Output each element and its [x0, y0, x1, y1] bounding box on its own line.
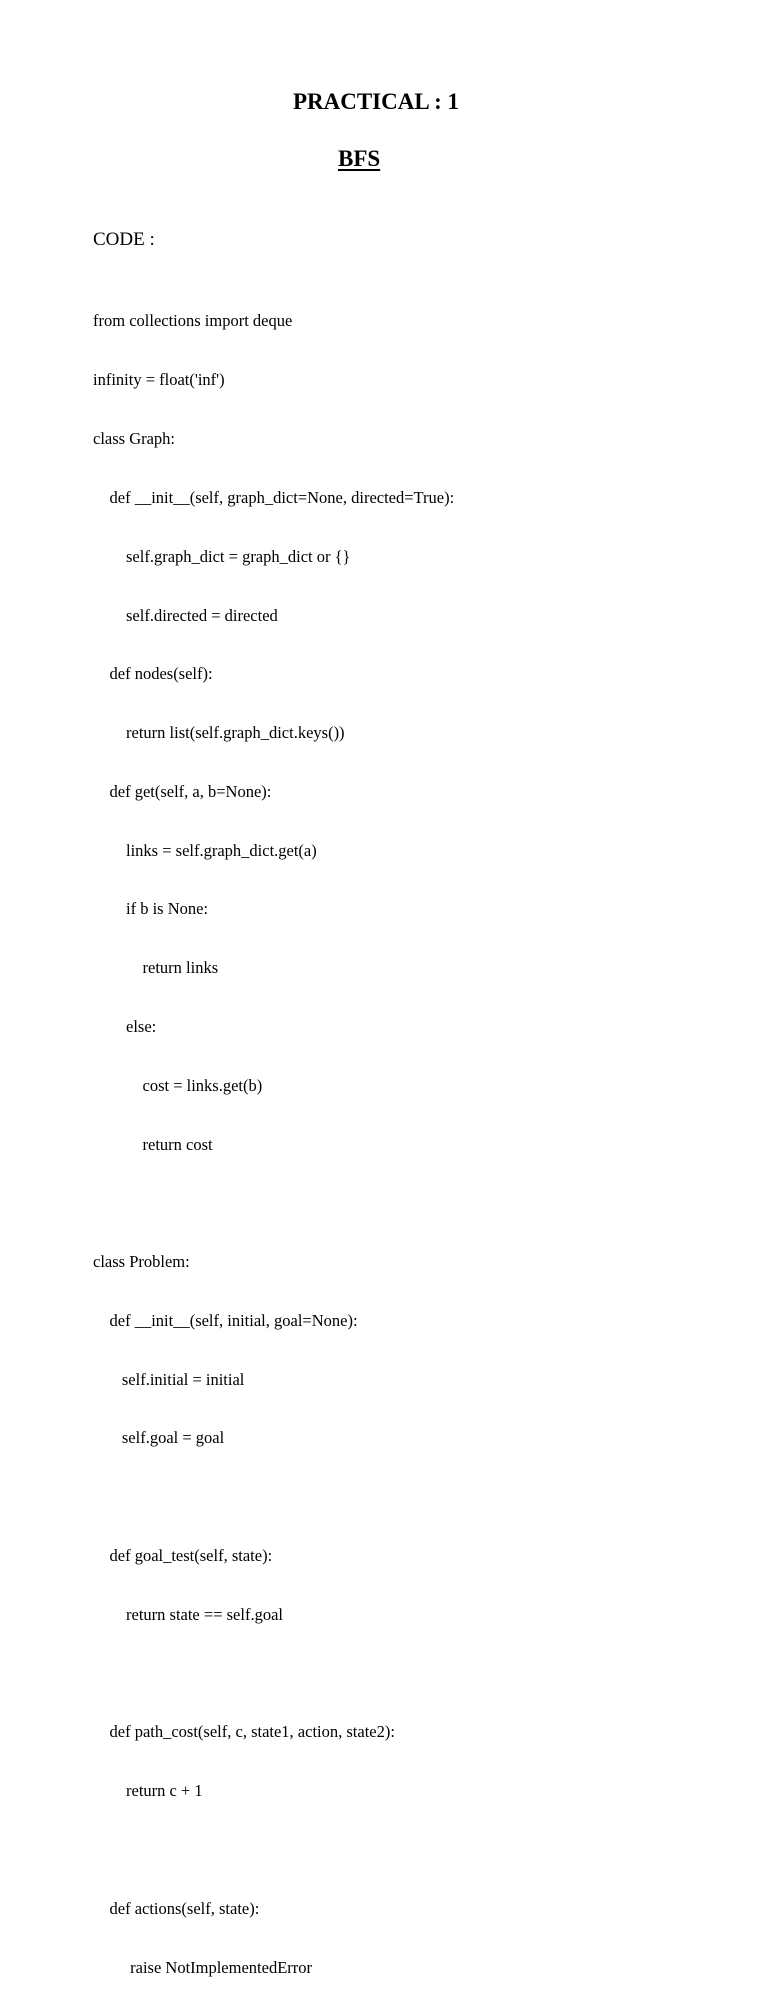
code-line: self.directed = directed: [93, 605, 278, 625]
code-line: return cost: [93, 1134, 213, 1154]
code-line: if b is None:: [93, 899, 209, 919]
code-line: self.initial = initial: [93, 1369, 245, 1389]
code-line: def __init__(self, initial, goal=None):: [93, 1310, 358, 1330]
code-line: cost = links.get(b): [93, 1075, 263, 1095]
code-line: raise NotImplementedError: [93, 1957, 313, 1977]
page-title: PRACTICAL : 1: [292, 89, 460, 114]
code-line: return list(self.graph_dict.keys()): [93, 723, 345, 743]
code-line: [93, 1193, 454, 1213]
code-block-classes: [93, 390, 454, 2016]
code-line: [93, 1840, 454, 1860]
code-line: def get(self, a, b=None):: [93, 781, 272, 801]
code-line: [93, 1664, 454, 1684]
code-line: self.goal = goal: [93, 1428, 225, 1448]
section-label: CODE :: [93, 229, 155, 250]
code-line: else:: [93, 1017, 157, 1036]
page-subtitle: BFS: [338, 146, 381, 171]
code-line: infinity = float('inf'): [93, 369, 225, 389]
code-line: links = self.graph_dict.get(a): [93, 840, 317, 860]
code-line: [93, 1487, 454, 1507]
code-line: return links: [93, 958, 219, 978]
code-line: return c + 1: [93, 1781, 203, 1801]
code-line: class Graph:: [93, 429, 176, 449]
code-line: return state == self.goal: [93, 1604, 283, 1624]
code-line: def goal_test(self, state):: [93, 1546, 273, 1566]
code-line: def actions(self, state):: [93, 1898, 260, 1918]
code-line: class Problem:: [93, 1252, 190, 1272]
code-line: def nodes(self):: [93, 664, 213, 684]
code-line: def __init__(self, graph_dict=None, directed=True):: [93, 487, 455, 507]
code-line: self.graph_dict = graph_dict or {}: [93, 546, 351, 566]
code-line: from collections import deque: [93, 311, 293, 331]
code-line: def path_cost(self, c, state1, action, state2):: [93, 1722, 395, 1742]
